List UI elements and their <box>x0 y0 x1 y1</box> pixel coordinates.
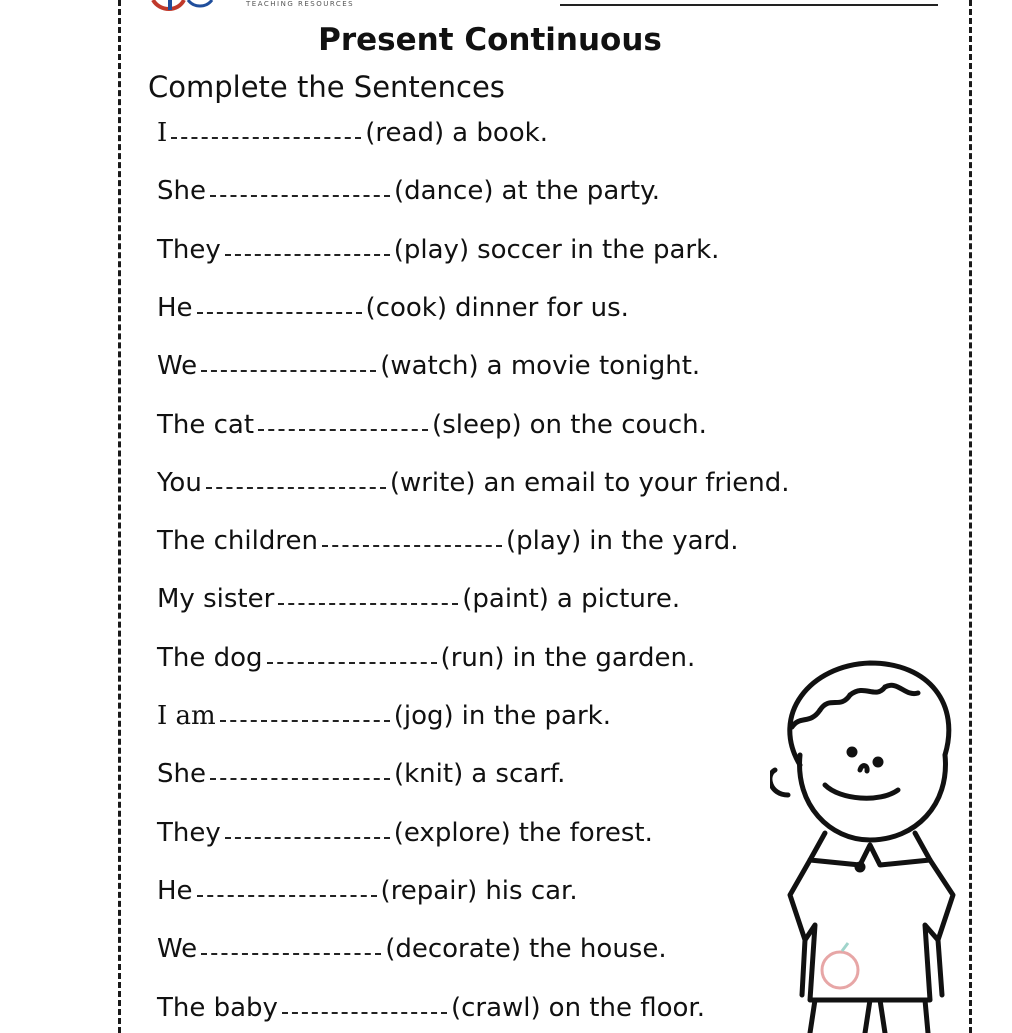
answer-blank[interactable] <box>210 195 390 197</box>
name-line <box>560 4 938 6</box>
verb-hint: (repair) <box>380 875 478 906</box>
verb-hint: (read) <box>365 118 445 148</box>
logo-icon <box>148 0 218 16</box>
sentence-row <box>157 176 660 206</box>
verb-hint: (cook) <box>365 292 447 323</box>
sentence-ending: a movie tonight. <box>486 351 701 382</box>
sentence-row <box>157 876 578 906</box>
answer-blank[interactable] <box>267 662 437 664</box>
answer-blank[interactable] <box>197 895 377 897</box>
sentence-ending: on the couch. <box>529 409 707 440</box>
sentence-row <box>157 293 629 323</box>
verb-hint: (play) <box>505 526 582 557</box>
answer-blank[interactable] <box>278 603 458 605</box>
verb-hint: (play) <box>393 234 470 265</box>
worksheet-title: Present Continuous <box>318 22 662 58</box>
answer-blank[interactable] <box>206 487 386 489</box>
sentence-row <box>157 701 611 731</box>
answer-blank[interactable] <box>201 953 381 955</box>
page-border-left <box>118 0 121 1033</box>
sentence-subject: The cat <box>157 409 255 440</box>
sentence-subject: He <box>157 292 193 323</box>
sentence-ending: at the party. <box>501 176 661 207</box>
boy-illustration <box>770 655 970 1033</box>
sentence-ending: in the garden. <box>512 642 696 673</box>
answer-blank[interactable] <box>201 370 376 372</box>
sentence-ending: in the yard. <box>589 526 739 557</box>
sentence-subject: The dog <box>157 642 263 673</box>
sentence-subject: She <box>157 759 206 790</box>
verb-hint: (watch) <box>380 351 479 382</box>
sentence-row <box>157 584 680 614</box>
sentence-subject: You <box>157 467 202 498</box>
sentence-row <box>157 468 790 498</box>
sentence-subject: My sister <box>157 584 275 615</box>
answer-blank[interactable] <box>282 1012 447 1014</box>
sentence-row <box>157 934 667 964</box>
brand-text: TEACHING RESOURCES <box>246 0 355 8</box>
sentence-subject: I <box>157 118 168 148</box>
verb-hint: (run) <box>440 642 505 673</box>
verb-hint: (decorate) <box>385 934 521 965</box>
sentence-row <box>157 118 548 148</box>
answer-blank[interactable] <box>220 720 390 722</box>
sentence-subject: We <box>157 351 198 382</box>
sentence-row <box>157 643 695 673</box>
instructions: Complete the Sentences <box>148 70 505 104</box>
sentence-row <box>157 526 739 556</box>
sentence-ending: a picture. <box>556 584 681 615</box>
sentence-ending: dinner for us. <box>455 292 629 323</box>
verb-hint: (sleep) <box>432 409 522 440</box>
sentence-ending: a scarf. <box>471 759 566 790</box>
sentence-ending: the forest. <box>518 817 653 848</box>
verb-hint: (paint) <box>462 584 549 615</box>
sentence-subject: The children <box>157 526 318 557</box>
answer-blank[interactable] <box>171 137 361 139</box>
answer-blank[interactable] <box>197 312 362 314</box>
verb-hint: (dance) <box>393 176 494 207</box>
sentence-ending: his car. <box>485 875 578 906</box>
sentence-ending: on the floor. <box>548 992 705 1023</box>
sentence-subject: We <box>157 934 198 965</box>
sentence-row <box>157 818 653 848</box>
sentence-subject: I am <box>157 701 216 731</box>
sentence-subject: He <box>157 875 193 906</box>
sentence-ending: a book. <box>452 118 548 148</box>
answer-blank[interactable] <box>225 837 390 839</box>
verb-hint: (explore) <box>393 817 511 848</box>
sentence-subject: They <box>157 817 221 848</box>
sentence-row <box>157 235 719 265</box>
answer-blank[interactable] <box>210 778 390 780</box>
sentence-subject: The baby <box>157 992 278 1023</box>
answer-blank[interactable] <box>322 545 502 547</box>
answer-blank[interactable] <box>258 429 428 431</box>
verb-hint: (crawl) <box>450 992 541 1023</box>
sentence-ending: in the park. <box>461 701 611 731</box>
verb-hint: (jog) <box>393 701 454 731</box>
sentence-ending: soccer in the park. <box>477 234 720 265</box>
verb-hint: (knit) <box>393 759 464 790</box>
sentence-row <box>157 351 700 381</box>
verb-hint: (write) <box>389 467 476 498</box>
sentence-row <box>157 759 565 789</box>
sentence-ending: the house. <box>529 934 667 965</box>
sentence-row <box>157 993 705 1023</box>
answer-blank[interactable] <box>225 254 390 256</box>
sentence-row <box>157 410 707 440</box>
sentence-subject: She <box>157 176 206 207</box>
sentence-ending: an email to your friend. <box>483 467 790 498</box>
sentence-subject: They <box>157 234 221 265</box>
